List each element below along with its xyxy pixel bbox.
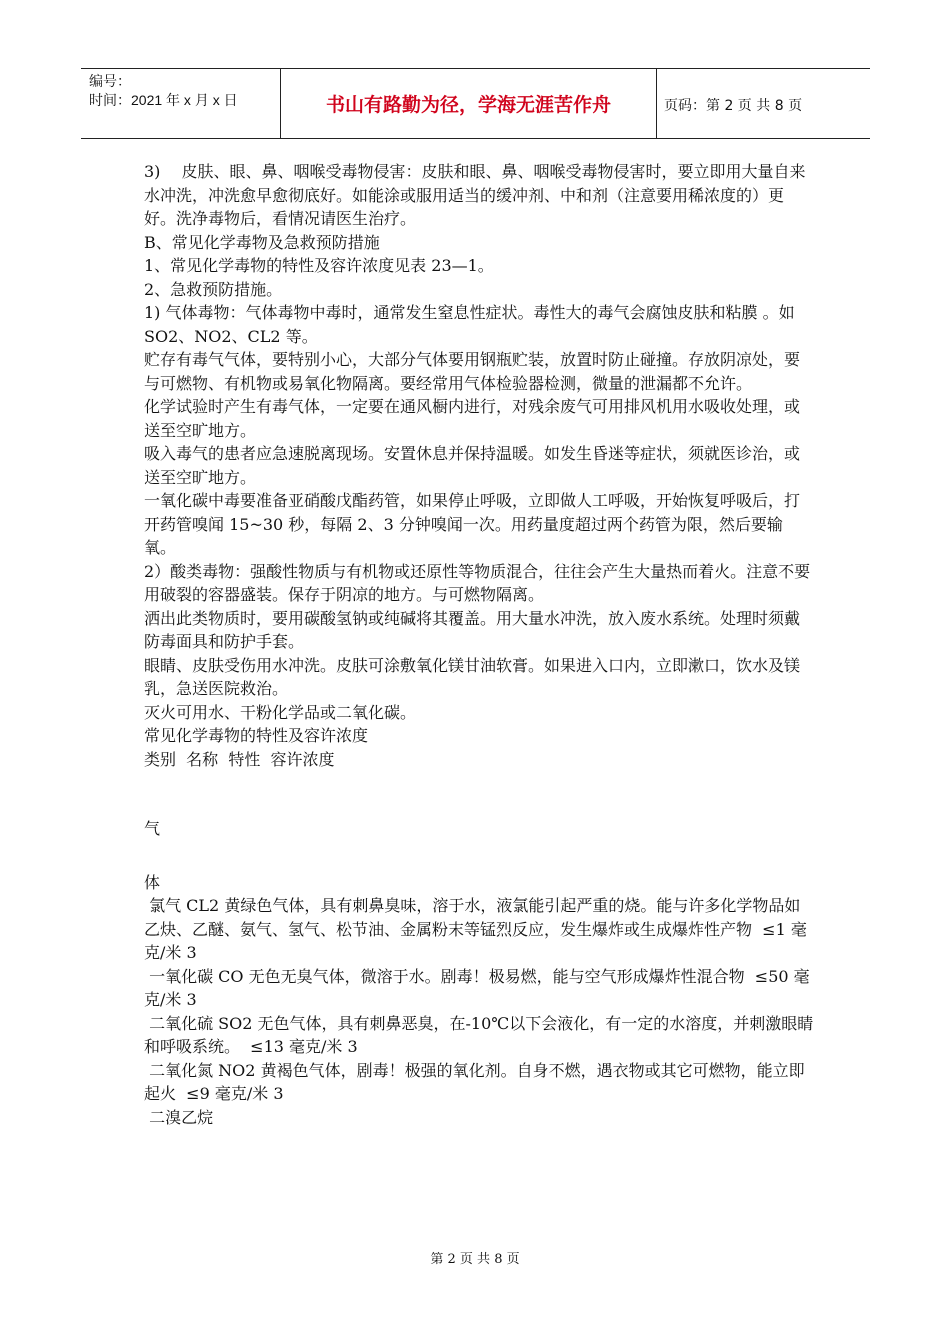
header-meta bbox=[81, 69, 280, 138]
paragraph: 1) 气体毒物：气体毒物中毒时，通常发生窒息性症状。毒性大的毒气会腐蚀皮肤和粘膜 。如 SO2、NO2、CL2 等。 bbox=[144, 303, 800, 346]
paragraph: 洒出此类物质时，要用碳酸氢钠或纯碱将其覆盖。用大量水冲洗，放入废水系统。处理时须戴防毒面具和防护手套。 bbox=[144, 608, 801, 651]
time-label: 时间：2021 年 x 月 x 日 bbox=[89, 92, 238, 108]
table-entry: 一氧化碳 CO 无色无臭气体，微溶于水。剧毒！极易燃，能与空气形成爆炸性混合物 ≤50 毫克/米 3 bbox=[144, 966, 810, 1009]
paragraph: 一氧化碳中毒要准备亚硝酸戊酯药管，如果停止呼吸，立即做人工呼吸，开始恢复呼吸后，打开药管嗅闻 15~30 秒，每隔 2、3 分钟嗅闻一次。用药量度超过两个药管为限，然后要输氧。 bbox=[144, 491, 801, 557]
table-entry: 二溴乙烷 bbox=[144, 1107, 214, 1127]
header-motto: 书山有路勤为径，学海无涯苦作舟 bbox=[325, 94, 611, 116]
spacer bbox=[144, 771, 814, 817]
number-label: 编号： bbox=[89, 73, 131, 89]
page-number-label: 页码：第 2 页 共 8 页 bbox=[664, 98, 803, 114]
paragraph: 1、常见化学毒物的特性及容许浓度见表 23—1。 bbox=[144, 256, 494, 275]
table-entry: 二氧化氮 NO2 黄褐色气体，剧毒！极强的氧化剂。自身不燃，遇衣物或其它可燃物，能立即起火 ≤9 毫克/米 3 bbox=[144, 1060, 805, 1103]
paragraph: 3) 皮肤、眼、鼻、咽喉受毒物侵害：皮肤和眼、鼻、咽喉受毒物侵害时，要立即用大量自来水冲洗，冲洗愈早愈彻底好。如能涂或服用适当的缓冲剂、中和剂（注意要用稀浓度的）更好。洗净毒物后，看情况请医生治疗。 bbox=[144, 162, 806, 228]
paragraph: 化学试验时产生有毒气体，一定要在通风橱内进行，对残余废气可用排风机用水吸收处理，或送至空旷地方。 bbox=[144, 397, 801, 440]
paragraph: 2、急救预防措施。 bbox=[144, 279, 283, 299]
paragraph: 眼睛、皮肤受伤用水冲洗。皮肤可涂敷氧化镁甘油软膏。如果进入口内，立即漱口，饮水及镁乳，急送医院救治。 bbox=[144, 655, 801, 698]
table-entry: 氯气 CL2 黄绿色气体，具有刺鼻臭味，溶于水，液氯能引起严重的烧。能与许多化学物品如乙炔、乙醚、氨气、氢气、松节油、金属粉末等锰烈反应，发生爆炸或生成爆炸性产物 ≤1 毫克/米 3 bbox=[144, 896, 807, 962]
document-header bbox=[81, 68, 870, 139]
header-divider bbox=[656, 69, 657, 138]
document-body bbox=[144, 160, 814, 1129]
page-footer: 第 2 页 共 8 页 bbox=[430, 1252, 520, 1267]
paragraph: 贮存有毒气气体，要特别小心，大部分气体要用钢瓶贮装，放置时防止碰撞。存放阴凉处，要与可燃物、有机物或易氧化物隔离。要经常用气体检验器检测，微量的泄漏都不允许。 bbox=[144, 350, 801, 393]
table-title: 常见化学毒物的特性及容许浓度 bbox=[144, 726, 369, 745]
table-header: 类别 名称 特性 容许浓度 bbox=[144, 749, 335, 769]
paragraph: 吸入毒气的患者应急速脱离现场。安置休息并保持温暖。如发生昏迷等症状，须就医诊治，或送至空旷地方。 bbox=[144, 444, 801, 487]
table-entry: 二氧化硫 SO2 无色气体，具有刺鼻恶臭，在-10℃以下会液化，有一定的水溶度，并刺激眼睛和呼吸系统。 ≤13 毫克/米 3 bbox=[144, 1013, 814, 1056]
section-heading: B、常见化学毒物及急救预防措施 bbox=[144, 232, 380, 252]
category-label: 体 bbox=[144, 872, 161, 892]
paragraph: 灭火可用水、干粉化学品或二氧化碳。 bbox=[144, 702, 417, 722]
category-label: 气 bbox=[144, 819, 161, 838]
paragraph: 2）酸类毒物：强酸性物质与有机物或还原性等物质混合，往往会产生大量热而着火。注意不要用破裂的容器盛装。保存于阴凉的地方。与可燃物隔离。 bbox=[144, 561, 811, 604]
spacer bbox=[144, 841, 814, 871]
